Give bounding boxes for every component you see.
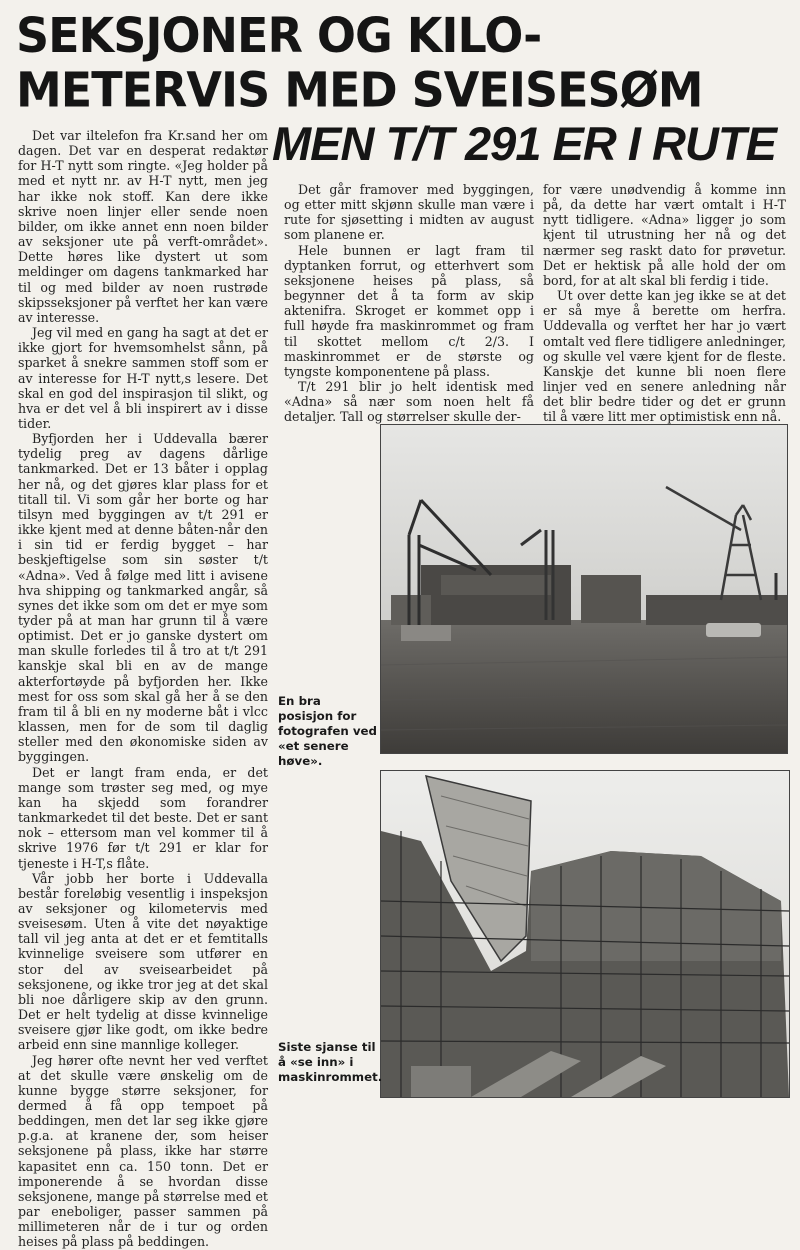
paragraph: Jeg vil med en gang ha sagt at det er ikke gjort for hvemsomhelst sånn, på sparket å snekre sammen stoff som er av interesse for H-T nytt,s lesere. Det skal en god del inspirasjon til slikt, og hva er det vel å bli inspirert av i disse tider. bbox=[18, 325, 268, 431]
paragraph: Det går framover med byggingen, og etter mitt skjønn skulle man være i rute for sjøsetting i midten av august som planene er. bbox=[284, 182, 534, 243]
paragraph: Det var iltelefon fra Kr.sand her om dagen. Det var en desperat redaktør for H-T nytt som ringte. «Jeg holder på med et nytt nr. av H-T nytt, men jeg har ikke nok stoff. Kan dere ikke skrive noen linjer eller sende noen bilder, om ikke annet enn noen bilder av seksjoner ute på verft-området». Dette høres like dystert ut som meldinger om dagens tankmarked har til og med bilder av noen rustrøde skipsseksjoner på verftet her kan være av interesse. bbox=[18, 128, 268, 325]
shipyard-photo-image bbox=[381, 425, 787, 753]
paragraph: Vår jobb her borte i Uddevalla består foreløbig vesentlig i inspeksjon av seksjoner og kilometervis med sveisesøm. Uten å vite det nøyaktige tall vil jeg anta at det er et femtitalls kvinnelige sveisere som utfører en stor del av sveisearbeidet på seksjonene, og ikke tror jeg at det skal bli noe dårligere skip av den grunn. Det er helt tydelig at disse kvinnelige sveisere gjør like godt, om ikke bedre arbeid enn sine mannlige kolleger. bbox=[18, 870, 268, 1053]
ship-section-photo bbox=[380, 770, 790, 1098]
paragraph: Det er langt fram enda, er det mange som trøster seg med, og mye kan ha skjedd som forandrer tankmarkedet til det beste. Det er sant nok – ettersom man vel kommer til å skrive 1976 før t/t 291 er klar for tjeneste i H-T,s flåte. bbox=[18, 764, 268, 871]
photo-caption: En bra posisjon for fotografen ved «et senere høve». bbox=[278, 694, 377, 768]
paragraph: for være unødvendig å komme inn på, da dette har vært omtalt i H-T nytt tidligere. «Adna» ligger jo som kjent til utrustning her nå og det nærmer seg raskt dato for prøvetur. Det er hektisk på alle hold der om bord, for at alt skal bli ferdig i tide. bbox=[543, 182, 786, 288]
paragraph: T/t 291 blir jo helt identisk med «Adna» så nær som noen helt få detaljer. Tall og størrelser skulle der- bbox=[284, 379, 534, 425]
paragraph: Hele bunnen er lagt fram til dyptanken forrut, og etterhvert som seksjonene heises på plass, så begynner det å ta form av skip aktenifra. Skroget er kommet opp i full høyde fra maskinrommet og fram til skottet mellom c/t 2/3. I maskinrommet er de største og tyngste komponentene på plass. bbox=[284, 242, 534, 379]
subheadline: MEN T/T 291 ER I RUTE bbox=[272, 117, 776, 170]
shipyard-photo bbox=[380, 424, 788, 754]
ship-section-photo-image bbox=[381, 771, 789, 1097]
photo-caption: Siste sjanse til å «se inn» i maskinrommet. bbox=[278, 1040, 383, 1084]
paragraph: Byfjorden her i Uddevalla bærer tydelig preg av dagens dårlige tankmarked. Det er 13 båter i opplag her nå, og det gjøres klar plass for et titall til. Vi som går her borte og har tilsyn med byggingen av t/t 291 er ikke kjent med at denne båten-når den i sin tid er ferdig bygget – har beskjeftigelse som sin søster t/t «Adna». Ved å følge med litt i avisene hva shipping og tankmarked angår, så synes det ikke som om det er mye som tyder på at man har grunn til å være optimist. Det er jo ganske dystert om man skulle forledes til å tro at t/t 291 kanskje skal bli en av de mange akterfortøyde på byfjorden her. Ikke mest for oss som skal gå her å se den fram til å bli en ny moderne båt i vlcc klassen, men for de som til daglig steller med den økonomiske siden av byggingen. bbox=[18, 431, 268, 765]
headline: SEKSJONER OG KILO- METERVIS MED SVEISESØM bbox=[16, 6, 703, 119]
article-column-2 bbox=[284, 182, 534, 425]
paragraph: Ut over dette kan jeg ikke se at det er så mye å berette om herfra. Uddevalla og verftet her har jo vært omtalt ved flere tidligere anledninger, og skulle vel være kjent for de fleste. Kanskje det kunne bli noen flere linjer ved en senere anledning når det blir bedre tider og det er grunn til å være litt mer optimistisk enn nå. bbox=[543, 288, 786, 425]
paragraph: Jeg hører ofte nevnt her ved verftet at det skulle være ønskelig om de kunne bygge større seksjoner, for dermed å få opp tempoet på beddingen, men det lar seg ikke gjøre p.g.a. at kranene der, som heiser seksjonene på plass, ikke har større kapasitet enn ca. 150 tonn. Det er imponerende å se hvordan disse seksjonene, mange på størrelse med et par eneboliger, passer sammen på millimeteren når de i tur og orden heises på plass på beddingen. bbox=[18, 1052, 268, 1250]
article-column-3 bbox=[543, 182, 786, 441]
article-column-1 bbox=[18, 128, 268, 1250]
